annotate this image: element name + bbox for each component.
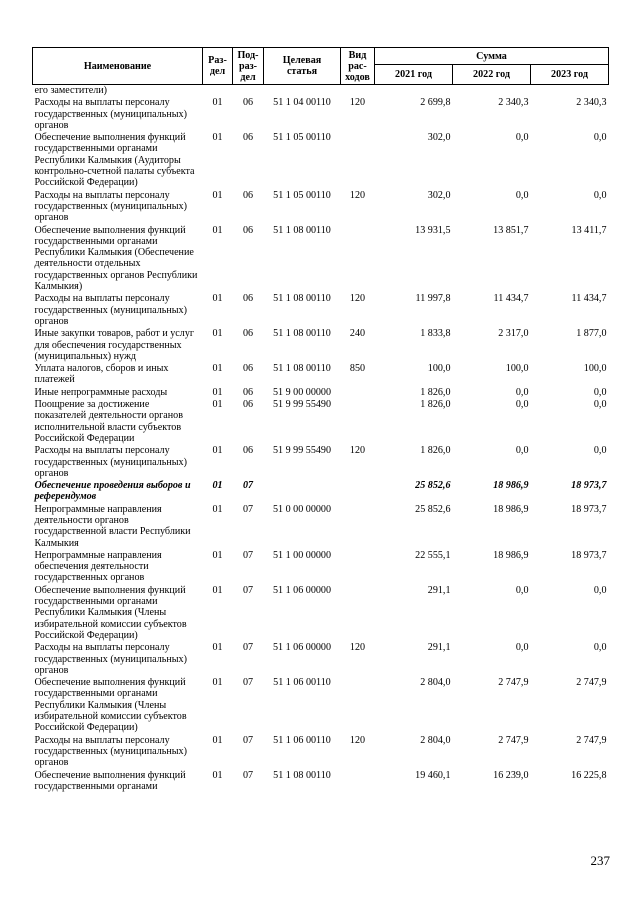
cell-expense-type: 850 — [349, 363, 366, 375]
table-row — [33, 190, 609, 225]
page-number: 237 — [590, 853, 610, 868]
cell-expense-type: 120 — [349, 189, 366, 201]
cell-target-article: 51 1 08 00110 — [273, 293, 331, 305]
cell-razdel: 01 — [212, 734, 223, 746]
cell-sum-2022: 0,0 — [515, 642, 529, 654]
cell-target-article: 51 9 00 00000 — [272, 386, 332, 398]
cell-sum-2023: 0,0 — [593, 642, 607, 654]
cell-podrazdel: 07 — [242, 677, 254, 689]
cell-razdel: 01 — [212, 769, 223, 781]
cell-sum-2022: 0,0 — [515, 445, 529, 457]
cell-sum-2021: 291,1 — [427, 642, 451, 654]
cell-sum-2022: 0,0 — [515, 132, 529, 144]
cell-podrazdel: 06 — [242, 97, 254, 109]
cell-sum-2022: 18 986,9 — [493, 480, 529, 492]
cell-sum-2022: 18 986,9 — [493, 549, 529, 561]
cell-name: Уплата налогов, сборов и иных платежей — [34, 363, 169, 386]
table-row — [33, 97, 609, 132]
cell-sum-2023: 0,0 — [593, 132, 607, 144]
cell-expense-type — [341, 387, 375, 399]
cell-target-article: 51 1 06 00000 — [272, 584, 332, 596]
cell-podrazdel: 06 — [242, 293, 254, 305]
cell-expense-type — [341, 480, 375, 504]
cell-name: Расходы на выплаты персоналу государственных (муниципальных) органов — [34, 642, 187, 676]
cell-razdel: 01 — [212, 677, 223, 689]
cell-podrazdel: 07 — [242, 734, 254, 746]
cell-sum-2022: 2 317,0 — [498, 328, 529, 340]
header-year-2023: 2023 год — [531, 65, 609, 85]
cell-target-article: 51 1 06 00000 — [272, 642, 332, 654]
cell-sum-2021 — [375, 85, 453, 98]
header-name: Наименование — [33, 48, 203, 85]
cell-podrazdel — [233, 85, 264, 98]
table-row — [33, 85, 609, 98]
header-target-article: Целевая статья — [264, 48, 341, 85]
cell-expense-type — [341, 770, 375, 794]
cell-expense-type — [341, 225, 375, 294]
cell-name: Обеспечение выполнения функций государственными органами Республики Калмыкия (Обеспечение деятельности отдельных государственных органов Республики Калмыкия) — [34, 224, 198, 293]
table-body — [33, 85, 609, 794]
table-row — [33, 293, 609, 328]
cell-podrazdel: 07 — [242, 584, 254, 596]
cell-sum-2022: 2 747,9 — [498, 677, 529, 689]
cell-name: Поощрение за достижение показателей деятельности органов исполнительной власти субъектов Российской Федерации — [34, 399, 183, 444]
cell-sum-2021: 302,0 — [427, 132, 451, 144]
cell-sum-2023 — [531, 85, 609, 98]
header-year-2022: 2022 год — [453, 65, 531, 85]
cell-sum-2022: 100,0 — [505, 363, 529, 375]
cell-target-article: 51 1 08 00110 — [273, 363, 331, 375]
cell-sum-2022: 0,0 — [515, 399, 529, 411]
cell-sum-2021: 19 460,1 — [415, 769, 451, 781]
cell-podrazdel: 07 — [242, 549, 254, 561]
cell-expense-type — [341, 585, 375, 642]
cell-expense-type — [341, 504, 375, 550]
cell-sum-2022 — [453, 85, 531, 98]
cell-target-article: 51 9 99 55490 — [272, 399, 332, 411]
table-row — [33, 480, 609, 504]
header-year-2021: 2021 год — [375, 65, 453, 85]
cell-podrazdel: 06 — [242, 328, 254, 340]
cell-sum-2023: 13 411,7 — [571, 224, 607, 236]
cell-target-article: 51 1 08 00110 — [273, 769, 331, 781]
cell-name: его заместители) — [34, 85, 108, 96]
cell-target-article: 51 1 04 00110 — [273, 97, 331, 109]
cell-target-article: 51 1 05 00110 — [273, 132, 331, 144]
cell-sum-2022: 0,0 — [515, 584, 529, 596]
cell-sum-2021: 1 826,0 — [420, 445, 451, 457]
cell-sum-2023: 2 340,3 — [576, 97, 607, 109]
table-row — [33, 585, 609, 642]
cell-razdel: 01 — [212, 97, 223, 109]
cell-sum-2021: 302,0 — [427, 189, 451, 201]
cell-expense-type: 120 — [349, 445, 366, 457]
cell-sum-2023: 18 973,7 — [571, 549, 607, 561]
cell-expense-type: 120 — [349, 642, 366, 654]
cell-target-article — [264, 85, 341, 98]
table-row — [33, 677, 609, 734]
cell-sum-2021: 2 699,8 — [420, 97, 451, 109]
cell-sum-2021: 11 997,8 — [415, 293, 451, 305]
cell-sum-2022: 2 340,3 — [498, 97, 529, 109]
cell-sum-2022: 16 239,0 — [493, 769, 529, 781]
cell-podrazdel: 07 — [242, 642, 254, 654]
cell-razdel: 01 — [212, 363, 223, 375]
cell-expense-type — [341, 550, 375, 585]
cell-sum-2023: 0,0 — [593, 399, 607, 411]
cell-sum-2023: 0,0 — [593, 189, 607, 201]
cell-razdel: 01 — [212, 642, 223, 654]
cell-name: Непрограммные направления деятельности органов государственной власти Республики Калмыкия — [34, 503, 191, 549]
cell-expense-type — [341, 85, 375, 98]
table-row — [33, 770, 609, 794]
cell-sum-2021: 1 826,0 — [420, 399, 451, 411]
cell-target-article: 51 1 00 00000 — [272, 549, 332, 561]
cell-target-article: 51 1 06 00110 — [273, 677, 331, 689]
cell-sum-2023: 2 747,9 — [576, 677, 607, 689]
cell-target-article: 51 1 08 00110 — [273, 328, 331, 340]
cell-razdel: 01 — [212, 480, 223, 492]
cell-razdel: 01 — [212, 328, 223, 340]
cell-expense-type — [341, 132, 375, 189]
cell-target-article: 51 1 06 00110 — [273, 734, 331, 746]
cell-name: Обеспечение выполнения функций государственными органами Республики Калмыкия (Аудиторы контрольно-счетной палаты субъекта Российской Федерации) — [34, 132, 195, 189]
cell-podrazdel: 06 — [242, 224, 254, 236]
cell-sum-2023: 100,0 — [583, 363, 607, 375]
cell-razdel: 01 — [212, 503, 223, 515]
cell-sum-2021: 25 852,6 — [415, 503, 451, 515]
cell-razdel: 01 — [212, 445, 223, 457]
cell-expense-type — [341, 677, 375, 734]
cell-podrazdel: 07 — [242, 769, 254, 781]
cell-sum-2022: 0,0 — [515, 386, 529, 398]
cell-name: Расходы на выплаты персоналу государственных (муниципальных) органов — [34, 734, 187, 769]
cell-target-article — [264, 480, 341, 504]
cell-sum-2021: 2 804,0 — [420, 677, 451, 689]
cell-sum-2023: 0,0 — [593, 445, 607, 457]
cell-name: Обеспечение выполнения функций государственными органами Республики Калмыкия (Члены избирательной комиссии субъектов Российской Федерации) — [34, 584, 187, 641]
cell-sum-2021: 1 833,8 — [420, 328, 451, 340]
cell-expense-type — [341, 399, 375, 445]
table-row — [33, 550, 609, 585]
cell-name: Обеспечение выполнения функций государственными органами Республики Калмыкия (Члены избирательной комиссии субъектов Российской Федерации) — [34, 677, 187, 734]
cell-sum-2021: 25 852,6 — [415, 480, 451, 492]
cell-sum-2023: 2 747,9 — [576, 734, 607, 746]
cell-podrazdel: 06 — [242, 386, 254, 398]
cell-name: Расходы на выплаты персоналу государственных (муниципальных) органов — [34, 189, 187, 224]
cell-sum-2021: 291,1 — [427, 584, 451, 596]
table-row — [33, 399, 609, 445]
cell-podrazdel: 06 — [242, 189, 254, 201]
cell-name: Расходы на выплаты персоналу государственных (муниципальных) органов — [34, 97, 187, 131]
cell-sum-2022: 2 747,9 — [498, 734, 529, 746]
cell-sum-2021: 2 804,0 — [420, 734, 451, 746]
cell-name: Иные непрограммные расходы — [34, 386, 168, 398]
cell-podrazdel: 06 — [242, 363, 254, 375]
table-row — [33, 504, 609, 550]
cell-target-article: 51 9 99 55490 — [272, 445, 332, 457]
cell-sum-2022: 18 986,9 — [493, 503, 529, 515]
header-sum: Сумма — [375, 48, 609, 65]
cell-name: Обеспечение проведения выборов и референдумов — [34, 480, 191, 503]
cell-razdel — [203, 85, 233, 98]
cell-sum-2021: 22 555,1 — [415, 549, 451, 561]
cell-sum-2022: 0,0 — [515, 189, 529, 201]
cell-sum-2023: 18 973,7 — [571, 503, 607, 515]
cell-podrazdel: 07 — [242, 503, 254, 515]
cell-podrazdel: 07 — [242, 480, 254, 492]
budget-table — [32, 47, 609, 793]
header-podrazdel: Под- раз- дел — [233, 48, 264, 85]
cell-sum-2021: 13 931,5 — [415, 224, 451, 236]
cell-sum-2023: 0,0 — [593, 386, 607, 398]
table-header — [33, 48, 609, 85]
cell-razdel: 01 — [212, 386, 223, 398]
cell-sum-2022: 13 851,7 — [493, 224, 529, 236]
table-row — [33, 328, 609, 363]
cell-razdel: 01 — [212, 399, 223, 411]
cell-razdel: 01 — [212, 224, 223, 236]
cell-razdel: 01 — [212, 132, 223, 144]
cell-razdel: 01 — [212, 293, 223, 305]
table-row — [33, 387, 609, 399]
cell-expense-type: 120 — [349, 293, 366, 305]
cell-podrazdel: 06 — [242, 445, 254, 457]
table-row — [33, 132, 609, 189]
cell-target-article: 51 1 05 00110 — [273, 189, 331, 201]
cell-sum-2022: 11 434,7 — [493, 293, 529, 305]
cell-target-article: 51 1 08 00110 — [273, 224, 331, 236]
cell-razdel: 01 — [212, 549, 223, 561]
cell-sum-2023: 18 973,7 — [571, 480, 607, 492]
cell-name: Расходы на выплаты персоналу государственных (муниципальных) органов — [34, 445, 187, 479]
cell-name: Обеспечение выполнения функций государственными органами — [34, 769, 186, 792]
cell-sum-2021: 100,0 — [427, 363, 451, 375]
cell-expense-type: 120 — [349, 97, 366, 109]
table-row — [33, 735, 609, 770]
cell-razdel: 01 — [212, 189, 223, 201]
cell-name: Непрограммные направления обеспечения деятельности государственных органов — [34, 549, 162, 584]
table-row — [33, 642, 609, 677]
cell-razdel: 01 — [212, 584, 223, 596]
header-expense-type: Вид рас- ходов — [341, 48, 375, 85]
cell-target-article: 51 0 00 00000 — [272, 503, 332, 515]
table-row — [33, 445, 609, 480]
cell-sum-2023: 16 225,8 — [571, 769, 607, 781]
cell-sum-2023: 0,0 — [593, 584, 607, 596]
cell-expense-type: 120 — [349, 734, 366, 746]
table-row — [33, 225, 609, 294]
budget-table-page — [32, 47, 608, 793]
cell-name: Расходы на выплаты персоналу государственных (муниципальных) органов — [34, 293, 187, 327]
table-row — [33, 363, 609, 387]
cell-podrazdel: 06 — [242, 132, 254, 144]
header-razdel: Раз- дел — [203, 48, 233, 85]
cell-name: Иные закупки товаров, работ и услуг для обеспечения государственных (муниципальных) нужд — [34, 328, 195, 362]
cell-expense-type: 240 — [349, 328, 366, 340]
cell-sum-2021: 1 826,0 — [420, 386, 451, 398]
cell-sum-2023: 11 434,7 — [571, 293, 607, 305]
cell-podrazdel: 06 — [242, 399, 254, 411]
cell-sum-2023: 1 877,0 — [576, 328, 607, 340]
